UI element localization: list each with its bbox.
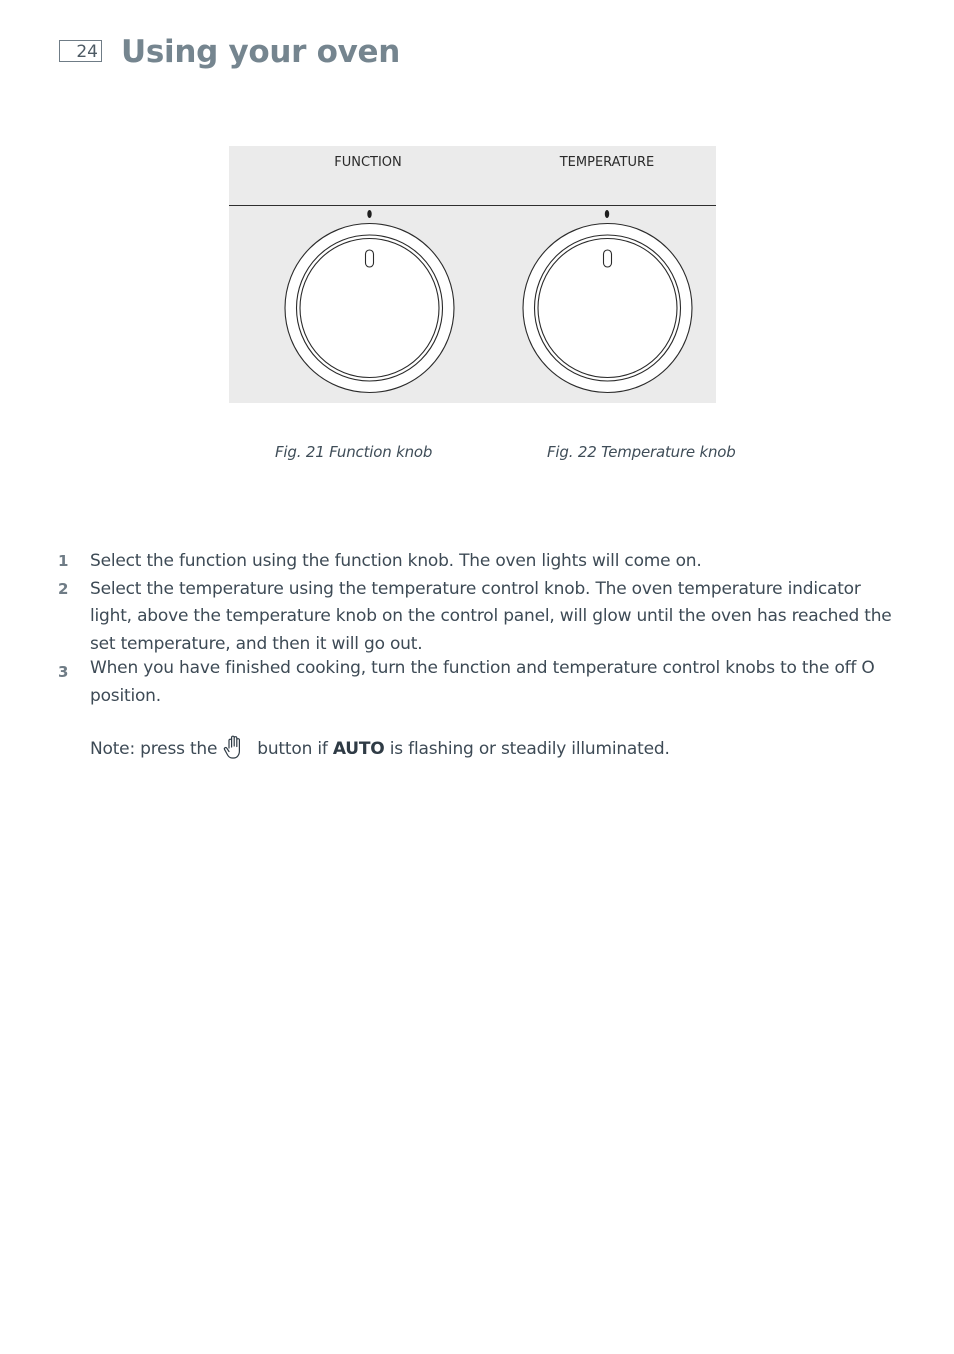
function-panel-label: FUNCTION (334, 155, 402, 170)
figure-caption-temperature: Fig. 22 Temperature knob (547, 443, 736, 461)
step-text: Select the function using the function knob. The oven lights will come on. (90, 551, 702, 571)
note-prefix: Note: press the (90, 739, 218, 759)
list-item (58, 655, 904, 710)
temperature-knob-inner-ring (538, 239, 677, 378)
figure-caption-function: Fig. 21 Function knob (275, 443, 433, 461)
auto-note (90, 734, 670, 763)
note-middle: button if (257, 739, 328, 759)
step-number: 2 (58, 579, 69, 598)
list-item (58, 548, 904, 576)
step-number: 1 (58, 552, 69, 570)
step-text: When you have finished cooking, turn the function and temperature control knobs to the off O position. (90, 658, 875, 706)
knob-figure-panel (229, 146, 716, 403)
step-number: 3 (58, 663, 69, 681)
hand-stop-icon (223, 734, 245, 762)
instruction-list (58, 548, 904, 710)
control-panel-illustration (229, 146, 716, 403)
note-auto-emphasis: AUTO (332, 739, 385, 759)
note-suffix: is flashing or steadily illuminated. (389, 739, 670, 759)
step-text: Select the temperature using the temperature control knob. The oven temperature indicator light, above the temperature knob on the control panel, will glow until the oven has reached the set temperature, and then it will go out. (90, 578, 892, 654)
function-indicator-dot (367, 210, 371, 218)
temperature-indicator-dot (605, 210, 609, 218)
page-number: 24 (59, 40, 102, 62)
list-item (58, 576, 904, 659)
temperature-panel-label: TEMPERATURE (559, 155, 655, 170)
page-title: Using your oven (121, 34, 401, 70)
function-knob-inner-ring (300, 239, 439, 378)
